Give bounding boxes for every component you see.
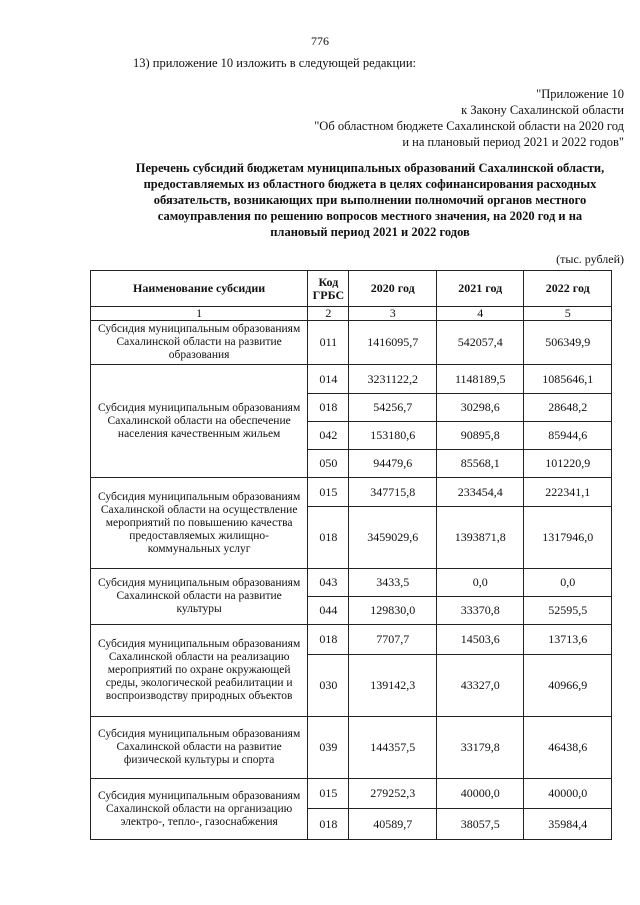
grbs-code: 018 xyxy=(308,625,349,655)
subsidy-name: Субсидия муниципальным образованиям Сахалинской области на организацию электро-, тепло-, газоснабжения xyxy=(91,779,308,840)
grbs-code: 050 xyxy=(308,450,349,478)
value-2021: 33179,8 xyxy=(436,717,524,779)
value-2020: 3433,5 xyxy=(349,569,437,597)
page-number: 776 xyxy=(311,34,329,48)
appendix-line: и на плановый период 2021 и 2022 годов" xyxy=(402,135,624,149)
value-2022: 1317946,0 xyxy=(524,507,612,569)
appendix-reference xyxy=(314,86,624,150)
grbs-code: 043 xyxy=(308,569,349,597)
value-2022: 40000,0 xyxy=(524,779,612,809)
table-row xyxy=(91,717,612,779)
value-2021: 30298,6 xyxy=(436,394,524,422)
value-2021: 40000,0 xyxy=(436,779,524,809)
subsidy-name: Субсидия муниципальным образованиям Сахалинской области на развитие физической культуры и спорта xyxy=(91,717,308,779)
value-2021: 1393871,8 xyxy=(436,507,524,569)
value-2021: 43327,0 xyxy=(436,655,524,717)
header-2021: 2021 год xyxy=(436,271,524,307)
title-line: предоставляемых из областного бюджета в целях софинансирования расходных xyxy=(143,177,597,191)
value-2021: 38057,5 xyxy=(436,809,524,840)
table-row xyxy=(91,779,612,809)
value-2022: 40966,9 xyxy=(524,655,612,717)
value-2020: 347715,8 xyxy=(349,478,437,507)
column-number: 1 xyxy=(91,307,308,321)
header-2022: 2022 год xyxy=(524,271,612,307)
table-row xyxy=(91,569,612,597)
value-2020: 94479,6 xyxy=(349,450,437,478)
subsidies-table xyxy=(90,270,612,840)
document-title xyxy=(100,160,640,240)
value-2020: 3459029,6 xyxy=(349,507,437,569)
subsidy-name: Субсидия муниципальным образованиям Сахалинской области на развитие образования xyxy=(91,321,308,365)
grbs-code: 030 xyxy=(308,655,349,717)
title-line: самоуправления по решению вопросов местного значения, на 2020 год и на xyxy=(157,209,583,223)
grbs-code: 018 xyxy=(308,809,349,840)
grbs-code: 014 xyxy=(308,365,349,394)
grbs-code: 018 xyxy=(308,507,349,569)
title-line: обязательств, возникающих при выполнении полномочий органов местного xyxy=(153,193,587,207)
value-2022: 35984,4 xyxy=(524,809,612,840)
value-2020: 129830,0 xyxy=(349,597,437,625)
appendix-line: к Закону Сахалинской области xyxy=(461,103,624,117)
title-line: Перечень субсидий бюджетам муниципальных образований Сахалинской области, xyxy=(135,161,605,175)
grbs-code: 011 xyxy=(308,321,349,365)
column-number: 2 xyxy=(308,307,349,321)
subsidy-name: Субсидия муниципальным образованиям Сахалинской области на обеспечение населения качественным жильем xyxy=(91,365,308,478)
value-2020: 153180,6 xyxy=(349,422,437,450)
value-2021: 542057,4 xyxy=(436,321,524,365)
column-number: 5 xyxy=(524,307,612,321)
table-row xyxy=(91,478,612,507)
value-2022: 85944,6 xyxy=(524,422,612,450)
header-2020: 2020 год xyxy=(349,271,437,307)
value-2022: 0,0 xyxy=(524,569,612,597)
value-2022: 506349,9 xyxy=(524,321,612,365)
table-row xyxy=(91,365,612,394)
value-2020: 54256,7 xyxy=(349,394,437,422)
appendix-line: "Об областном бюджете Сахалинской области на 2020 год xyxy=(314,119,624,133)
value-2022: 101220,9 xyxy=(524,450,612,478)
column-number: 3 xyxy=(349,307,437,321)
value-2022: 13713,6 xyxy=(524,625,612,655)
value-2020: 3231122,2 xyxy=(349,365,437,394)
table-row xyxy=(91,625,612,655)
intro-text: 13) приложение 10 изложить в следующей редакции: xyxy=(133,56,416,70)
value-2022: 28648,2 xyxy=(524,394,612,422)
grbs-code: 044 xyxy=(308,597,349,625)
title-line: плановый период 2021 и 2022 годов xyxy=(270,225,470,239)
value-2021: 0,0 xyxy=(436,569,524,597)
value-2022: 52595,5 xyxy=(524,597,612,625)
value-2020: 40589,7 xyxy=(349,809,437,840)
value-2022: 1085646,1 xyxy=(524,365,612,394)
units-label: (тыс. рублей) xyxy=(556,252,624,266)
value-2020: 144357,5 xyxy=(349,717,437,779)
header-name: Наименование субсидии xyxy=(91,271,308,307)
subsidy-name: Субсидия муниципальным образованиям Сахалинской области на осуществление мероприятий по повышению качества предоставляемых жилищно-коммунальных услуг xyxy=(91,478,308,569)
grbs-code: 042 xyxy=(308,422,349,450)
appendix-line: "Приложение 10 xyxy=(536,87,624,101)
value-2020: 7707,7 xyxy=(349,625,437,655)
grbs-code: 015 xyxy=(308,478,349,507)
value-2021: 90895,8 xyxy=(436,422,524,450)
value-2022: 222341,1 xyxy=(524,478,612,507)
value-2021: 14503,6 xyxy=(436,625,524,655)
value-2020: 1416095,7 xyxy=(349,321,437,365)
subsidy-name: Субсидия муниципальным образованиям Сахалинской области на реализацию мероприятий по охране окружающей среды, экологической реабилитации и воспроизводству природных объектов xyxy=(91,625,308,717)
grbs-code: 015 xyxy=(308,779,349,809)
grbs-code: 018 xyxy=(308,394,349,422)
column-number: 4 xyxy=(436,307,524,321)
value-2020: 139142,3 xyxy=(349,655,437,717)
grbs-code: 039 xyxy=(308,717,349,779)
value-2021: 233454,4 xyxy=(436,478,524,507)
subsidy-name: Субсидия муниципальным образованиям Сахалинской области на развитие культуры xyxy=(91,569,308,625)
column-numbers-row xyxy=(91,307,612,321)
value-2021: 85568,1 xyxy=(436,450,524,478)
table-row xyxy=(91,321,612,365)
value-2022: 46438,6 xyxy=(524,717,612,779)
value-2021: 33370,8 xyxy=(436,597,524,625)
header-row xyxy=(91,271,612,307)
header-code: Код ГРБС xyxy=(308,271,349,307)
value-2020: 279252,3 xyxy=(349,779,437,809)
value-2021: 1148189,5 xyxy=(436,365,524,394)
